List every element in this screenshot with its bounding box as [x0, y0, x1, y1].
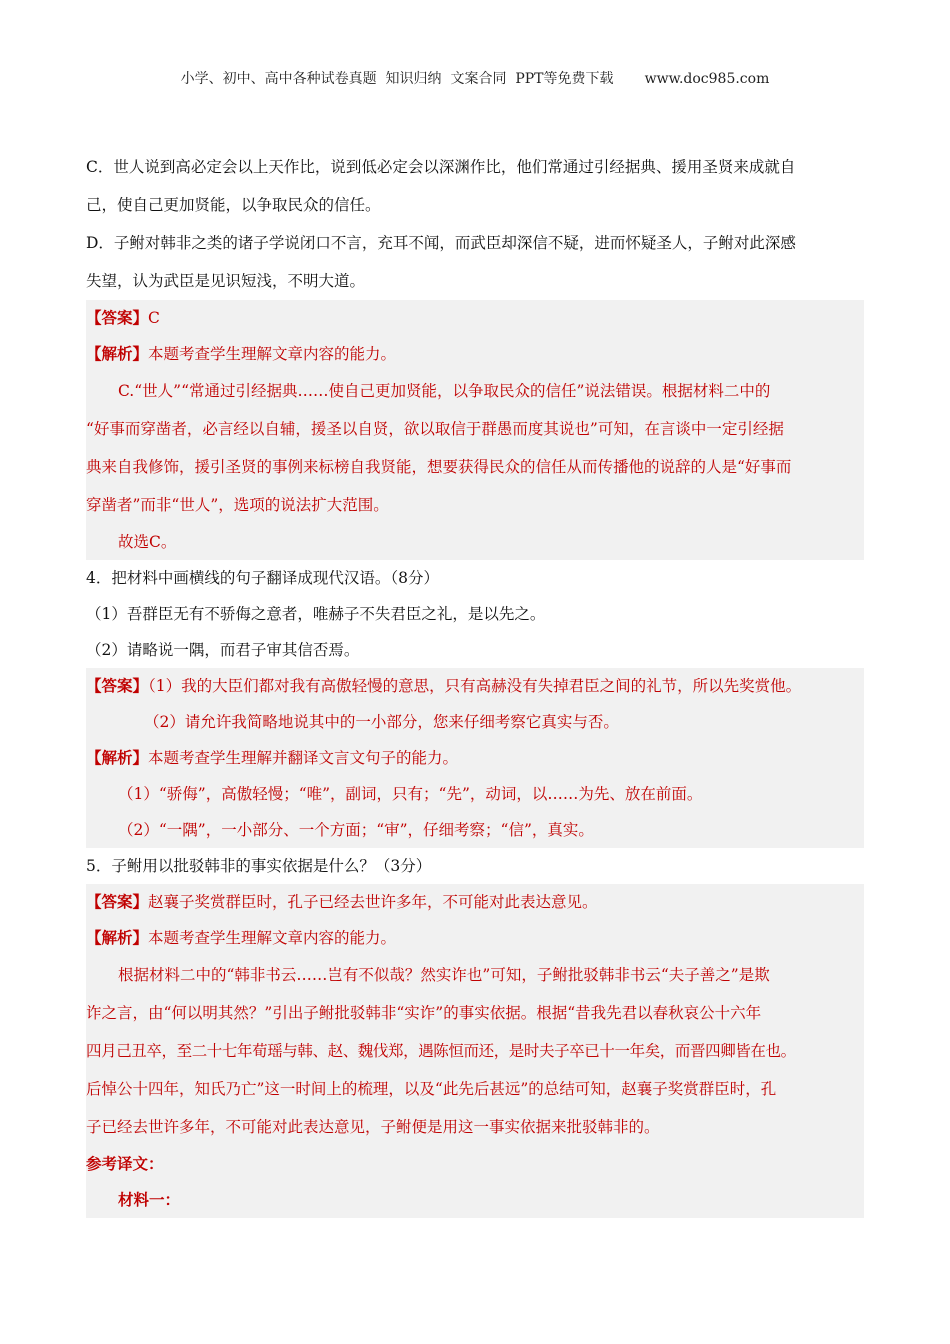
analysis-line: 后悼公十四年，知氏乃亡”这一时间上的梳理，以及“此先后甚远”的总结可知，赵襄子奖赏群臣时，孔	[86, 1080, 777, 1098]
analysis-line: 典来自我修饰，援引圣贤的事例来标榜自我贤能，想要获得民众的信任从而传播他的说辞的人是“好事而	[86, 458, 792, 476]
option-d-line1: D．子鲋对韩非之类的诸子学说闭口不言，充耳不闻，而武臣却深信不疑，进而怀疑圣人，子鲋对此深感	[86, 234, 796, 252]
analysis-tag: 【解析】	[86, 344, 149, 363]
question-4-sentence-1: （1）吾群臣无有不骄侮之意者，唯赫子不失君臣之礼，是以先之。	[86, 605, 546, 623]
answer-text: （1）我的大臣们都对我有高傲轻慢的意思，只有高赫没有失掉君臣之间的礼节，所以先奖赏他。	[148, 677, 802, 695]
answer-text: C	[148, 309, 160, 327]
analysis-note: （2）“一隅”，一小部分、一个方面；“审”，仔细考察；“信”，真实。	[118, 821, 594, 839]
answer-tag: 【答案】	[86, 676, 149, 695]
answer-text: （2）请允许我简略地说其中的一小部分，您来仔细考察它真实与否。	[144, 713, 619, 731]
analysis-line: 四月己丑卒，至二十七年荀瑶与韩、赵、魏伐郑，遇陈恒而还，是时夫子卒已十一年矣，而晋四卿皆在也。	[86, 1042, 796, 1060]
analysis-line: 子已经去世许多年，不可能对此表达意见，子鲋便是用这一事实依据来批驳韩非的。	[86, 1118, 660, 1136]
reference-translation-title: 参考译文：	[86, 1154, 164, 1173]
answer-text: 赵襄子奖赏群臣时，孔子已经去世许多年，不可能对此表达意见。	[148, 893, 598, 911]
option-d-line2: 失望，认为武臣是见识短浅，不明大道。	[86, 272, 366, 290]
analysis-line: 诈之言，由“何以明其然？”引出子鲋批驳韩非“实诈”的事实依据。根据“昔我先君以春秋哀公十六年	[86, 1004, 762, 1022]
analysis-line: C.“世人”“常通过引经据典……使自己更加贤能，以争取民众的信任”说法错误。根据材料二中的	[118, 382, 771, 400]
analysis-text: 本题考查学生理解文章内容的能力。	[148, 929, 397, 947]
analysis-text: 本题考查学生理解文章内容的能力。	[148, 345, 397, 363]
answer-tag: 【答案】	[86, 308, 149, 327]
analysis-tag: 【解析】	[86, 928, 149, 947]
analysis-line: 根据材料二中的“韩非书云……岂有不似哉？然实诈也”可知，子鲋批驳韩非书云“夫子善之”是欺	[118, 966, 770, 984]
page-header: 小学、初中、高中各种试卷真题 知识归纳 文案合同 PPT等免费下载 www.doc985.com	[180, 71, 770, 87]
analysis-line: “好事而穿凿者，必言经以自辅，援圣以自贤，欲以取信于群愚而度其说也”可知，在言谈中一定引经据	[86, 420, 784, 438]
document-body	[86, 148, 864, 1218]
q4-answer-block	[86, 668, 864, 848]
q5-answer-block	[86, 884, 864, 1218]
analysis-text: 本题考查学生理解并翻译文言文句子的能力。	[148, 749, 459, 767]
answer-tag: 【答案】	[86, 892, 149, 911]
analysis-tag: 【解析】	[86, 748, 149, 767]
question-4: 4．把材料中画横线的句子翻译成现代汉语。（8分）	[86, 569, 439, 587]
material-one-title: 材料一：	[118, 1190, 181, 1209]
question-5: 5．子鲋用以批驳韩非的事实依据是什么？（3分）	[86, 857, 432, 875]
analysis-note: （1）“骄侮”，高傲轻慢；“唯”，副词，只有；“先”，动词，以……为先、放在前面。	[118, 785, 703, 803]
q3-answer-block	[86, 300, 864, 560]
option-c-line1: C．世人说到高必定会以上天作比，说到低必定会以深渊作比，他们常通过引经据典、援用圣贤来成就自	[86, 158, 796, 176]
conclusion-text: 故选C。	[118, 533, 177, 551]
analysis-line: 穿凿者”而非“世人”，选项的说法扩大范围。	[86, 496, 389, 514]
option-c-line2: 己，使自己更加贤能，以争取民众的信任。	[86, 196, 381, 214]
question-4-sentence-2: （2）请略说一隅，而君子审其信否焉。	[86, 641, 360, 659]
